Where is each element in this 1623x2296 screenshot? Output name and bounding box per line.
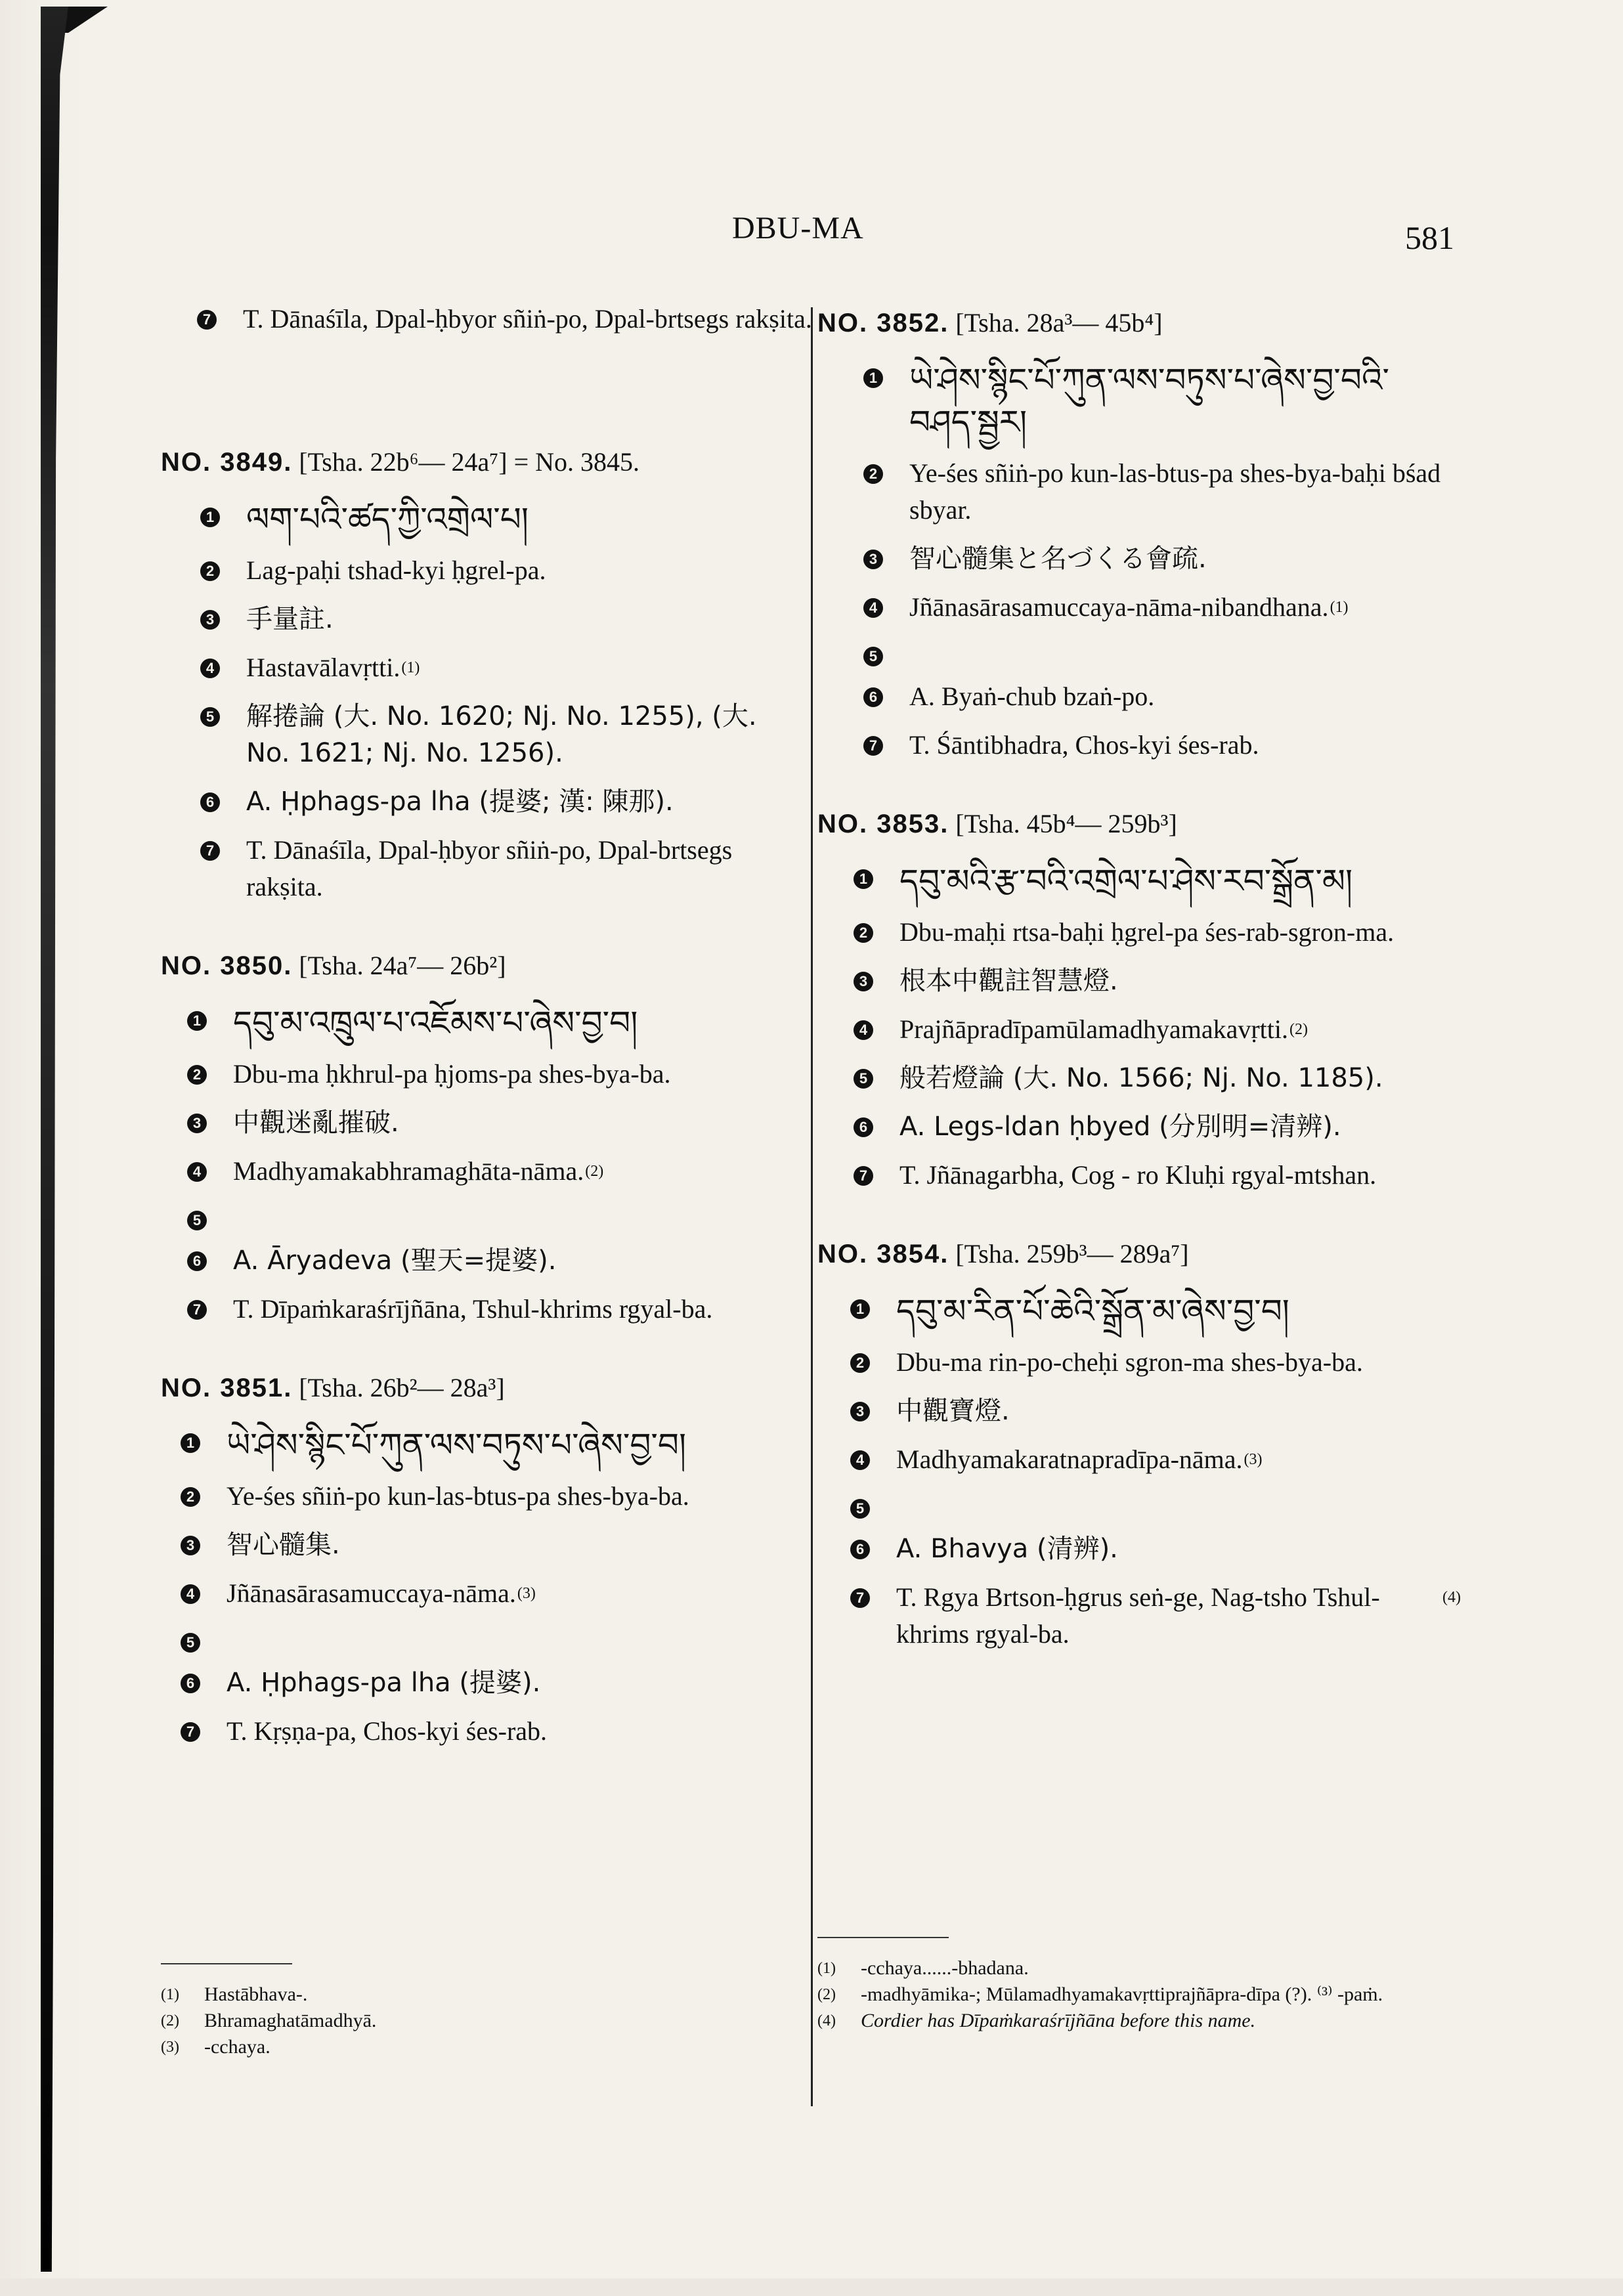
circled-number-marker: 7 [181, 1722, 200, 1742]
japanese-title: 中觀寶燈. [896, 1396, 1010, 1426]
japanese-title: 智心髓集と名づくる會疏. [909, 544, 1207, 574]
circled-number-marker: 5 [854, 1069, 873, 1089]
footnote [817, 1982, 1441, 2008]
entry-heading [817, 1238, 1474, 1269]
entry-line [200, 698, 791, 771]
entry-line [181, 1624, 791, 1653]
entry-reference: [Tsha. 24a⁷— 26b²] [299, 951, 506, 980]
entry-line-text: T. Dānaśīla, Dpal-ḥbyor sñiṅ-po, Dpal-brtsegs rakṣita. [243, 304, 812, 334]
tibetan-title: དབུ་མ་རིན་པོ་ཆེའི་སྒྲོན་མ་ཞེས་བྱ་བ། [896, 1292, 1289, 1330]
entry-heading [161, 446, 791, 477]
entry-line [850, 1490, 1474, 1519]
left-column-top-fragment [197, 301, 854, 349]
entry-heading [161, 950, 791, 981]
entry-heading [817, 307, 1474, 338]
entry-reference: [Tsha. 259b³— 289a⁷] [955, 1239, 1189, 1268]
translator: T. Rgya Brtson-ḥgrus seṅ-ge, Nag-tsho Tshul-khrims rgyal-ba. [896, 1582, 1380, 1649]
author: A. Byaṅ-chub bzaṅ-po. [909, 682, 1155, 711]
circled-number-marker: 5 [850, 1499, 870, 1519]
circled-number-marker: 5 [863, 647, 883, 666]
translator: T. Jñānagarbha, Cog - ro Kluḥi rgyal-mtshan. [899, 1160, 1377, 1190]
entry-number: NO. 3854. [817, 1240, 949, 1268]
japanese-title: 手量註. [246, 604, 334, 634]
entry-line [854, 1108, 1474, 1145]
entry-line [854, 1011, 1474, 1048]
circled-number-marker: 2 [854, 923, 873, 943]
entry-line [200, 552, 791, 589]
transliterated-title: Lag-paḥi tshad-kyi ḥgrel-pa. [246, 555, 546, 585]
circled-number-marker: 6 [863, 687, 883, 707]
circled-number-marker: 4 [181, 1584, 200, 1604]
catalog-entry-3852 [817, 307, 1474, 764]
author: A. Ḥphags-pa lha (提婆; 漢: 陳那). [246, 787, 674, 817]
circled-number-marker: 1 [200, 508, 220, 527]
circled-number-marker: 6 [200, 792, 220, 812]
entry-line [197, 301, 854, 337]
footnote [817, 1955, 1441, 1982]
translator: T. Dīpaṁkaraśrījñāna, Tshul-khrims rgyal-ba. [233, 1294, 713, 1324]
sanskrit-title: Hastavālavṛtti. [246, 653, 400, 682]
circled-number-marker: 3 [850, 1402, 870, 1421]
tibetan-title: ལག་པའི་ཚད་ཀྱི་འགྲེལ་པ། [246, 500, 529, 538]
footnote-text: -cchaya......-bhadana. [861, 1957, 1029, 1979]
entry-line [850, 1393, 1474, 1429]
circled-number-marker: 7 [197, 310, 217, 330]
entry-number: NO. 3849. [161, 448, 293, 477]
transliterated-title: Ye-śes sñiṅ-po kun-las-btus-pa shes-bya-ba. [227, 1481, 689, 1511]
circled-number-marker: 3 [863, 550, 883, 569]
entry-line [863, 455, 1474, 529]
entry-line [854, 860, 1474, 902]
entry-line [200, 649, 791, 686]
catalog-entry-3850 [161, 950, 791, 1328]
entry-number: NO. 3850. [161, 951, 293, 980]
entry-number: NO. 3851. [161, 1374, 293, 1402]
entry-line [181, 1527, 791, 1563]
circled-number-marker: 1 [854, 869, 873, 889]
entry-line [187, 1202, 791, 1230]
right-column-entries [817, 307, 1474, 1664]
sanskrit-title: Prajñāpradīpamūlamadhyamakavṛtti. [899, 1014, 1289, 1044]
entry-line [181, 1664, 791, 1701]
circled-number-marker: 7 [187, 1300, 207, 1320]
catalog-entry-3854 [817, 1238, 1474, 1653]
transliterated-title: Dbu-maḥi rtsa-baḥi ḥgrel-pa śes-rab-sgron-ma. [899, 917, 1395, 947]
sanskrit-title: Jñānasārasamuccaya-nāma-nibandhana. [909, 592, 1329, 622]
entry-line [863, 359, 1474, 443]
page-number: 581 [1405, 219, 1454, 256]
circled-number-marker: 4 [854, 1020, 873, 1040]
footnote [161, 1982, 752, 2008]
circled-number-marker: 7 [850, 1588, 870, 1608]
entry-line [181, 1424, 791, 1466]
footnote-text: Hastābhava-. [204, 1983, 308, 2005]
circled-number-marker: 2 [181, 1487, 200, 1507]
catalog-entry-3849 [161, 446, 791, 905]
entry-line [187, 1153, 791, 1190]
entry-line [850, 1441, 1474, 1478]
tibetan-title: ཡེ་ཤེས་སྙིང་པོ་ཀུན་ལས་བཏུས་པ་ཞེས་བྱ་བའི་བཤད་སྦྱར། [909, 361, 1389, 441]
translator: T. Dānaśīla, Dpal-ḥbyor sñiṅ-po, Dpal-brtsegs rakṣita. [246, 835, 733, 901]
footnote-ref: (4) [1442, 1589, 1461, 1606]
entry-reference: [Tsha. 45b⁴— 259b³] [955, 809, 1177, 838]
entry-number: NO. 3852. [817, 309, 949, 337]
entry-line [850, 1290, 1474, 1332]
tibetan-title: ཡེ་ཤེས་སྙིང་པོ་ཀུན་ལས་བཏུས་པ་ཞེས་བྱ་བ། [227, 1426, 687, 1464]
entry-line [200, 498, 791, 540]
circled-number-marker: 6 [850, 1540, 870, 1559]
entry-heading [817, 808, 1474, 839]
entry-line [187, 1002, 791, 1044]
circled-number-marker: 7 [200, 841, 220, 861]
circled-number-marker: 5 [187, 1211, 207, 1230]
chinese-reference: 般若燈論 (大. No. 1566; Nj. No. 1185). [899, 1063, 1383, 1093]
entry-line [863, 540, 1474, 577]
circled-number-marker: 6 [181, 1674, 200, 1693]
column-divider [811, 307, 813, 2106]
circled-number-marker: 4 [850, 1450, 870, 1470]
entry-reference: [Tsha. 22b⁶— 24a⁷] = No. 3845. [299, 447, 640, 477]
sanskrit-title: Madhyamakabhramaghāta-nāma. [233, 1156, 584, 1186]
entry-line [854, 963, 1474, 999]
footnote-number: (2) [161, 2012, 179, 2029]
footnote-number: (4) [817, 2012, 836, 2029]
circled-number-marker: 3 [854, 972, 873, 991]
circled-number-marker: 3 [181, 1536, 200, 1555]
entry-line [850, 1579, 1474, 1653]
circled-number-marker: 7 [854, 1166, 873, 1186]
entry-line [200, 783, 791, 820]
japanese-title: 根本中觀註智慧燈. [899, 966, 1118, 996]
footnote-text: Cordier has Dīpaṁkaraśrījñāna before this name. [861, 2010, 1256, 2031]
page-bottom-edge [0, 2278, 1623, 2296]
circled-number-marker: 1 [850, 1299, 870, 1319]
footnote-ref: (3) [517, 1585, 536, 1602]
footnote-text: -madhyāmika-; Mūlamadhyamakavṛttiprajñāpra-dīpa (?). ⁽³⁾ -paṁ. [861, 1983, 1383, 2005]
transliterated-title: Dbu-ma rin-po-cheḥi sgron-ma shes-bya-ba. [896, 1347, 1363, 1377]
circled-number-marker: 1 [187, 1011, 207, 1031]
catalog-entry-3851 [161, 1372, 791, 1750]
catalog-entry-3853 [817, 808, 1474, 1194]
circled-number-marker: 4 [863, 598, 883, 618]
footnote [817, 2008, 1441, 2034]
circled-number-marker: 6 [854, 1117, 873, 1137]
japanese-title: 中觀迷亂摧破. [233, 1108, 399, 1138]
circled-number-marker: 5 [181, 1633, 200, 1653]
binding-shadow [41, 7, 68, 2272]
transliterated-title: Dbu-ma ḥkhrul-pa ḥjoms-pa shes-bya-ba. [233, 1059, 671, 1089]
transliterated-title: Ye-śes sñiṅ-po kun-las-btus-pa shes-bya-baḥi bśad sbyar. [909, 458, 1441, 525]
entry-reference: [Tsha. 28a³— 45b⁴] [955, 308, 1163, 337]
footnote-number: (3) [161, 2039, 179, 2056]
right-footnotes [817, 1937, 1441, 2034]
entry-line [181, 1478, 791, 1515]
footnote [161, 2034, 752, 2060]
entry-line [863, 727, 1474, 764]
entry-line [854, 1060, 1474, 1096]
entry-line [850, 1530, 1474, 1567]
author: A. Ḥphags-pa lha (提婆). [227, 1668, 541, 1698]
japanese-title: 智心髓集. [227, 1530, 340, 1560]
left-column-entries [161, 446, 791, 1762]
circled-number-marker: 4 [200, 659, 220, 678]
footnote-text: Bhramaghatāmadhyā. [204, 2010, 377, 2031]
entry-heading [161, 1372, 791, 1403]
entry-line [200, 832, 791, 905]
footnote-text: -cchaya. [204, 2036, 270, 2058]
entry-reference: [Tsha. 26b²— 28a³] [299, 1373, 505, 1402]
footnote-number: (1) [161, 1986, 179, 2003]
footnote-ref: (2) [585, 1163, 604, 1180]
entry-line [863, 638, 1474, 666]
left-footnotes [161, 1963, 752, 2060]
circled-number-marker: 3 [187, 1114, 207, 1133]
footnote-ref: (2) [1289, 1021, 1308, 1038]
entry-line [187, 1242, 791, 1279]
chinese-reference: 解捲論 (大. No. 1620; Nj. No. 1255), (大. No. 1621; Nj. No. 1256). [246, 701, 757, 768]
footnote-number: (1) [817, 1960, 836, 1977]
author: A. Āryadeva (聖天=提婆). [233, 1245, 557, 1276]
sanskrit-title: Jñānasārasamuccaya-nāma. [227, 1578, 516, 1608]
entry-line [181, 1575, 791, 1612]
footnote-ref: (1) [1330, 599, 1349, 616]
footnote-ref: (3) [1244, 1451, 1263, 1468]
circled-number-marker: 6 [187, 1251, 207, 1271]
footnote-ref: (1) [401, 659, 420, 676]
entry-line [863, 589, 1474, 626]
sanskrit-title: Madhyamakaratnapradīpa-nāma. [896, 1444, 1243, 1474]
entry-line [200, 601, 791, 638]
circled-number-marker: 2 [863, 464, 883, 484]
translator: T. Kṛṣṇa-pa, Chos-kyi śes-rab. [227, 1716, 548, 1746]
footnote-number: (2) [817, 1986, 836, 2003]
running-title: DBU-MA [732, 211, 864, 246]
author: A. Legs-ldan ḥbyed (分別明=清辨). [899, 1112, 1341, 1142]
circled-number-marker: 7 [863, 736, 883, 756]
entry-line [187, 1056, 791, 1093]
tibetan-title: དབུ་མའི་རྩ་བའི་འགྲེལ་པ་ཤེས་རབ་སྒྲོན་མ། [899, 862, 1353, 900]
entry-line [850, 1344, 1474, 1381]
entry-line [181, 1713, 791, 1750]
circled-number-marker: 2 [187, 1065, 207, 1085]
circled-number-marker: 1 [863, 368, 883, 388]
author: A. Bhavya (清辨). [896, 1534, 1118, 1564]
entry-line [863, 678, 1474, 715]
circled-number-marker: 1 [181, 1433, 200, 1453]
tibetan-title: དབུ་མ་འཁྲུལ་པ་འཇོམས་པ་ཞེས་བྱ་བ། [233, 1004, 638, 1042]
circled-number-marker: 4 [187, 1162, 207, 1182]
circled-number-marker: 3 [200, 610, 220, 630]
circled-number-marker: 2 [200, 561, 220, 581]
book-binding-edge [0, 0, 98, 2296]
translator: T. Śāntibhadra, Chos-kyi śes-rab. [909, 730, 1259, 760]
footnote [161, 2008, 752, 2034]
entry-number: NO. 3853. [817, 810, 949, 838]
entry-line [187, 1104, 791, 1141]
circled-number-marker: 2 [850, 1353, 870, 1373]
footnote-rule [817, 1937, 949, 1938]
footnote-rule [161, 1963, 292, 1964]
entry-line [187, 1291, 791, 1328]
entry-line [854, 914, 1474, 951]
circled-number-marker: 5 [200, 707, 220, 727]
entry-line [854, 1157, 1474, 1194]
